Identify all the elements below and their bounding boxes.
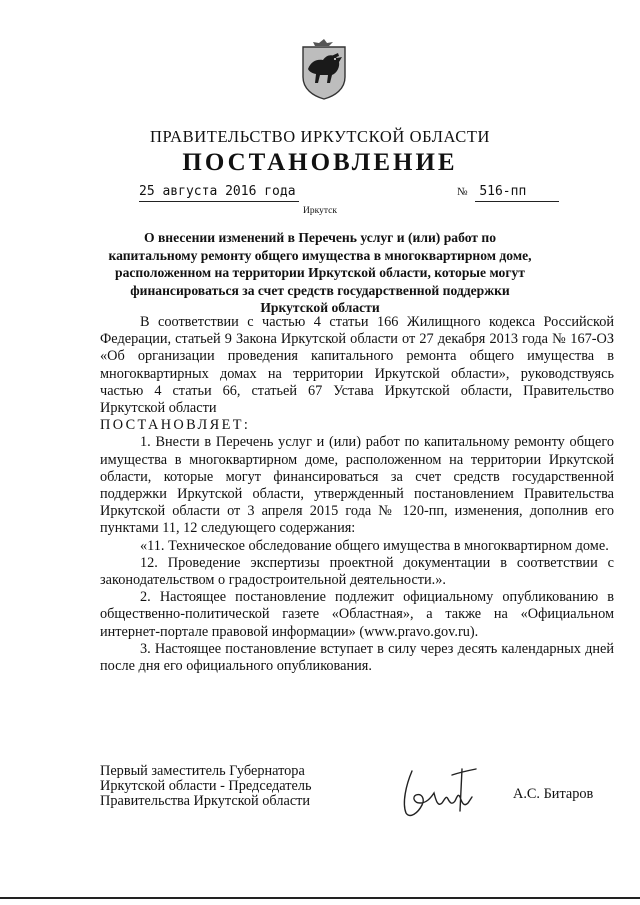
- signer-name: А.С. Битаров: [513, 786, 594, 802]
- decree-word: ПОСТАНОВЛЯЕТ:: [100, 417, 251, 434]
- document-date: 25 августа 2016 года: [139, 183, 299, 202]
- document-heading: О внесении изменений в Перечень услуг и (или) работ по капитальному ремонту общего имущества в многоквартирном доме, расположенном на территории Иркутской области, которые могут финансироваться за счет средств государственной поддержки Иркутской области: [108, 230, 532, 316]
- preamble-paragraph: В соответствии с частью 4 статьи 166 Жилищного кодекса Российской Федерации, статьей 9 Закона Иркутской области от 27 декабря 2013 года № 167-ОЗ «Об организации проведения капитального ремонта общего имущества в многоквартирных домах на территории Иркутской области», руководствуясь частью 4 статьи 66, статьей 67 Устава Иркутской области, Правительство Иркутской области: [100, 314, 614, 417]
- document-number-block: [457, 183, 562, 202]
- paragraph-1: 1. Внести в Перечень услуг и (или) работ по капитальному ремонту общего имущества в многоквартирном доме, расположенном на территории Иркутской области, которые могут финансироваться за счет средств государственной поддержки Иркутской области, утвержденный постановлением Правительства Иркутской области от 3 апреля 2015 года № 120-пп, изменения, дополнив его пунктами 11, 12 следующего содержания:: [100, 434, 614, 537]
- number-sign: №: [457, 186, 468, 198]
- paragraph-2: 2. Настоящее постановление подлежит официальному опубликованию в общественно-политической газете «Областная», а также на «Официальном интернет-портале правовой информации» (www.pravo.gov.ru).: [100, 589, 614, 640]
- bottom-rule: [0, 897, 640, 899]
- paragraph-3: 3. Настоящее постановление вступает в силу через десять календарных дней после дня его официального опубликования.: [100, 640, 614, 675]
- signatory-line-2: Иркутской области - Председатель: [100, 778, 312, 794]
- paragraph-12: 12. Проведение экспертизы проектной документации в соответствии с законодательством о градостроительной деятельности.».: [100, 554, 614, 589]
- paragraph-11: «11. Техническое обследование общего имущества в многоквартирном доме.: [140, 537, 609, 554]
- signatory-title: [100, 764, 360, 809]
- document-body: [100, 314, 614, 675]
- city: Иркутск: [303, 206, 337, 216]
- signatory-line-3: Правительства Иркутской области: [100, 793, 311, 809]
- coat-of-arms-icon: [299, 37, 349, 101]
- handwritten-signature: [392, 763, 492, 823]
- document-type: ПОСТАНОВЛЕНИЕ: [182, 149, 458, 176]
- document-number: 516-пп: [475, 183, 559, 202]
- signatory-line-1: Первый заместитель Губернатора: [100, 763, 305, 779]
- government-name: ПРАВИТЕЛЬСТВО ИРКУТСКОЙ ОБЛАСТИ: [149, 127, 491, 146]
